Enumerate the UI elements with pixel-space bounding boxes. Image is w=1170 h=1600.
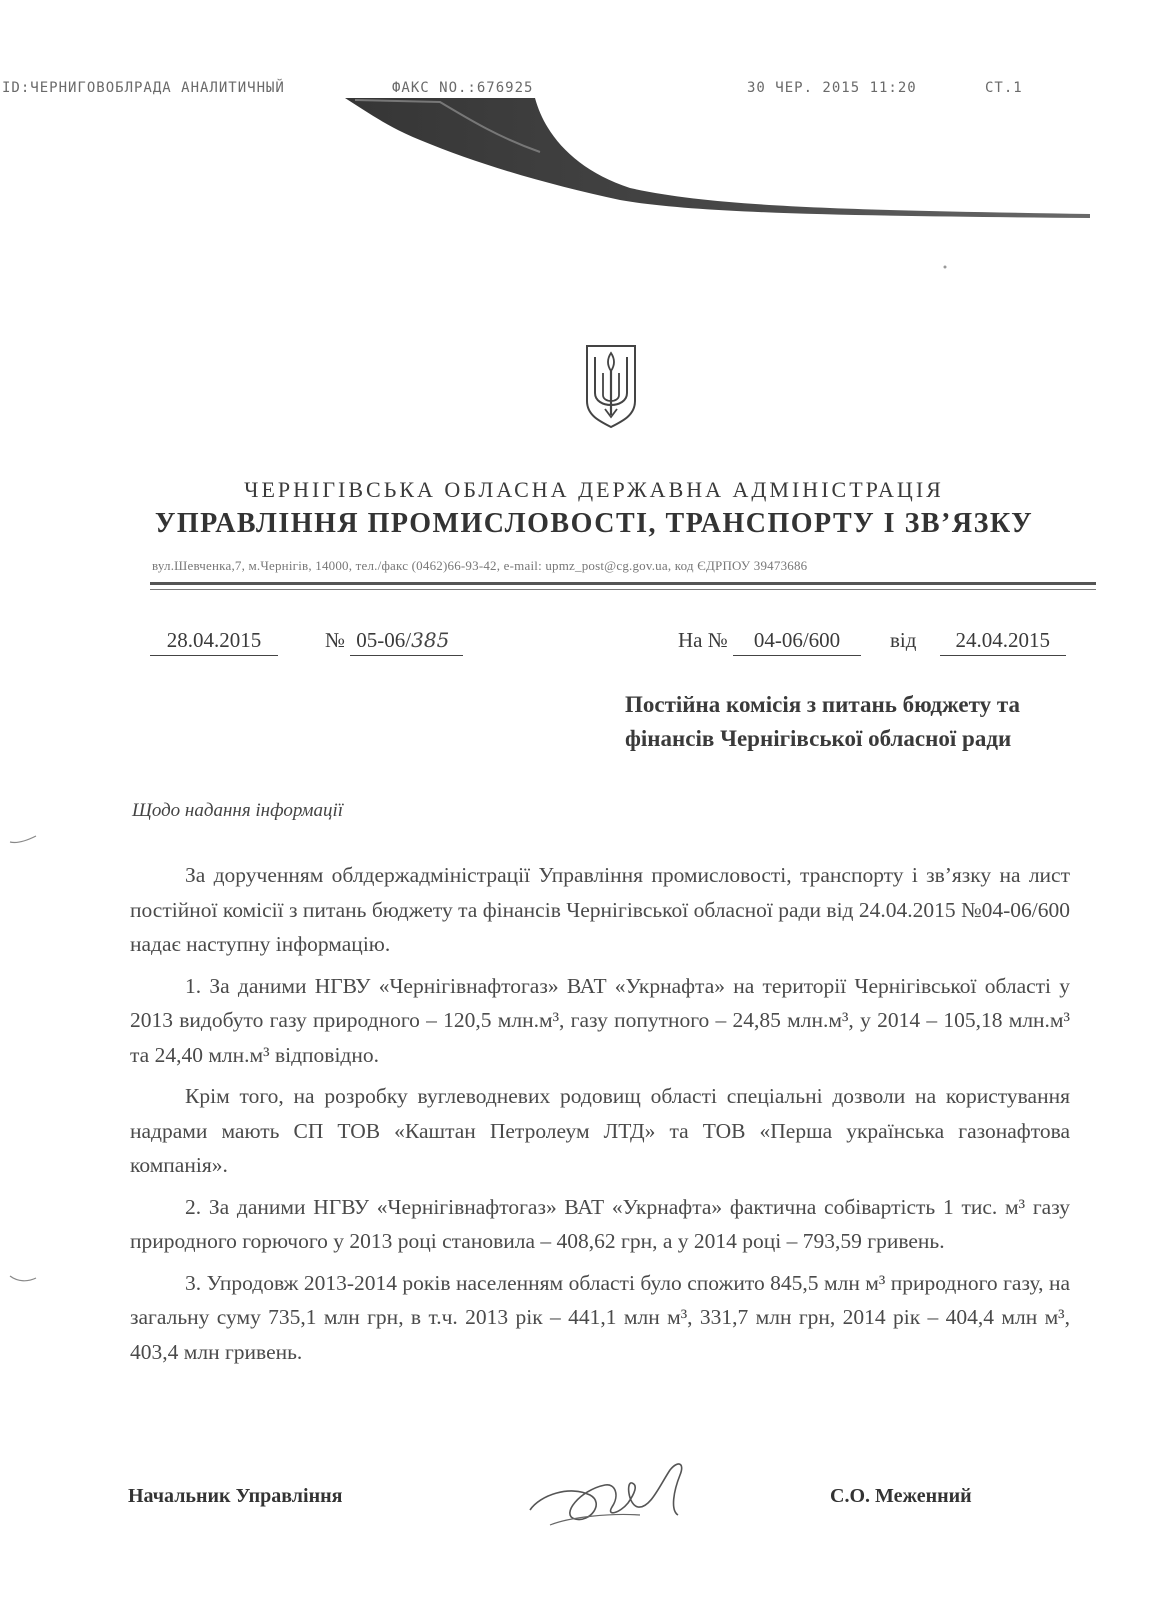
scan-speck bbox=[8, 832, 38, 846]
outgoing-number-handwritten: 385 bbox=[411, 628, 450, 652]
letter-body bbox=[130, 858, 1070, 1376]
outgoing-number-field bbox=[350, 628, 463, 656]
letterhead-address: вул.Шевченка,7, м.Чернігів, 14000, тел./факс (0462)66-93-42, e-mail: upmz_post@cg.gov.ua, код ЄДРПОУ 39473686 bbox=[152, 558, 808, 573]
signatory-name: С.О. Меженний bbox=[830, 1485, 972, 1507]
scan-speck bbox=[940, 262, 950, 272]
body-paragraph-2: 2. За даними НГВУ «Чернігівнафтогаз» ВАТ «Укрнафта» фактична собівартість 1 тис. м³ газу природного горючого у 2013 році становила – 408,62 грн, а у 2014 році – 793,59 гривень. bbox=[130, 1194, 1070, 1253]
reply-number-label: На № bbox=[678, 628, 728, 652]
reply-date bbox=[890, 628, 1066, 656]
trident-coat-of-arms-icon bbox=[583, 343, 639, 429]
body-paragraph-1: 1. За даними НГВУ «Чернігівнафтогаз» ВАТ «Укрнафта» на території Чернігівської області у 2013 видобуто газу природного – 120,5 млн.м³, газу попутного – 24,85 млн.м³, у 2014 – 105,18 млн.м³ та 24,40 млн.м³ відповідно. bbox=[130, 973, 1070, 1067]
handwritten-signature bbox=[520, 1455, 710, 1535]
outgoing-number bbox=[325, 628, 463, 656]
outgoing-date-value: 28.04.2015 bbox=[150, 628, 278, 656]
fax-toner-smear bbox=[300, 90, 1100, 230]
body-paragraph-intro: За дорученням облдержадміністрації Управління промисловості, транспорту і зв’язку на лист постійної комісії з питань бюджету та фінансів Чернігівської обласної ради від 24.04.2015 №04-06/600 надає наступну інформацію. bbox=[130, 863, 1070, 956]
reply-number-value: 04-06/600 bbox=[733, 628, 861, 656]
outgoing-date bbox=[150, 628, 278, 656]
addressee: Постійна комісія з питань бюджету та фінансів Чернігівської обласної ради bbox=[625, 692, 1020, 751]
letterhead-divider bbox=[150, 582, 1096, 585]
reply-date-value: 24.04.2015 bbox=[940, 628, 1066, 656]
outgoing-number-label: № bbox=[325, 628, 346, 652]
fax-datetime: 30 ЧЕР. 2015 11:20 bbox=[747, 80, 917, 96]
body-paragraph-3: 3. Упродовж 2013-2014 років населенням області було спожито 845,5 млн м³ природного газу, на загальну суму 735,1 млн грн, в т.ч. 2013 рік – 441,1 млн м³, 331,7 млн грн, 2014 рік – 404,4 млн м³, 403,4 млн гривень. bbox=[130, 1270, 1070, 1364]
signatory-title: Начальник Управління bbox=[128, 1485, 343, 1507]
reply-date-label: від bbox=[890, 628, 917, 652]
letterhead-divider-thin bbox=[150, 589, 1096, 590]
fax-number: ФАКС NO.:676925 bbox=[392, 80, 534, 96]
reply-reference bbox=[678, 628, 861, 656]
body-paragraph-licenses: Крім того, на розробку вуглеводневих родовищ області спеціальні дозволи на користування надрами мають СП ТОВ «Каштан Петролеум ЛТД» та ТОВ «Перша українська газонафтова компанія». bbox=[130, 1084, 1070, 1177]
fax-page: СТ.1 bbox=[985, 80, 1023, 96]
outgoing-number-prefix: 05-06/ bbox=[356, 628, 412, 652]
letter-subject: Щодо надання інформації bbox=[132, 800, 344, 821]
scan-speck bbox=[8, 1272, 38, 1286]
department-title: УПРАВЛІННЯ ПРОМИСЛОВОСТІ, ТРАНСПОРТУ І ЗВ’ЯЗКУ bbox=[154, 508, 1034, 539]
fax-sender-id: ID:ЧЕРНИГОВОБЛРАДА АНАЛИТИЧНЫЙ bbox=[2, 80, 285, 96]
organization-title: ЧЕРНІГІВСЬКА ОБЛАСНА ДЕРЖАВНА АДМІНІСТРАЦІЯ bbox=[244, 477, 944, 502]
